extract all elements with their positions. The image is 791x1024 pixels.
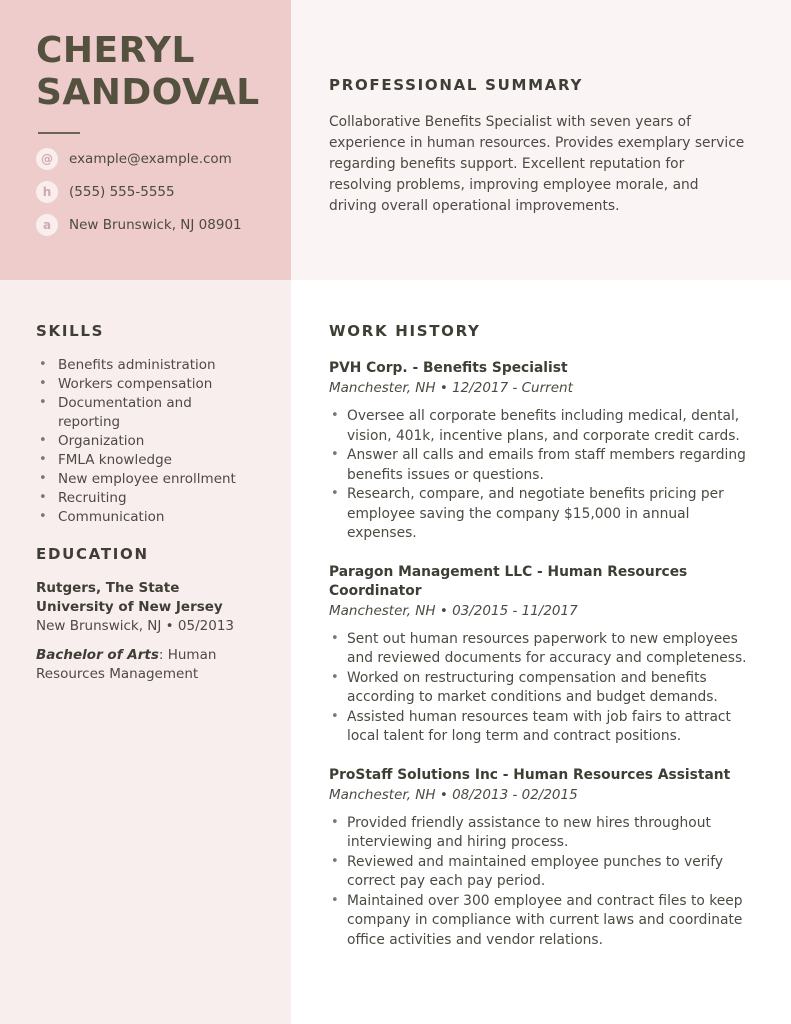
job-entry (329, 359, 754, 544)
job-entry (329, 766, 754, 951)
address-icon: a (36, 214, 58, 236)
job-meta: Manchester, NH • 12/2017 - Current (329, 380, 573, 396)
education-degree-name: Bachelor of Arts (36, 647, 159, 663)
job-title: PVH Corp. - Benefits Specialist (329, 360, 568, 376)
email-icon: @ (36, 148, 58, 170)
skill-item: • Organization (36, 432, 256, 451)
skill-item: • Workers compensation (36, 375, 256, 394)
skill-item: • Recruiting (36, 489, 256, 508)
job-bullet: • Provided friendly assistance to new hires throughout interviewing and hiring process. (329, 814, 754, 853)
education-heading: EDUCATION (36, 545, 149, 563)
job-meta: Manchester, NH • 03/2015 - 11/2017 (329, 602, 578, 619)
job-bullet: • Answer all calls and emails from staff members regarding benefits issues or questions. (329, 446, 754, 485)
first-name: CHERYL (36, 30, 195, 71)
job-bullet: • Assisted human resources team with job fairs to attract local talent for long term and contract positions. (329, 708, 754, 747)
job-title: Paragon Management LLC - Human Resources Coordinator (329, 563, 688, 599)
skills-list (36, 356, 256, 527)
job-entry (329, 563, 754, 747)
education-school: Rutgers, The State University of New Jersey (36, 580, 223, 615)
skill-item: • FMLA knowledge (36, 451, 256, 470)
skill-item: • Documentation and reporting (36, 394, 256, 432)
skills-section (36, 322, 256, 527)
contact-address-value: New Brunswick, NJ 08901 (69, 217, 242, 233)
job-bullet: • Worked on restructuring compensation and benefits according to market conditions and budget demands. (329, 669, 754, 708)
last-name: SANDOVAL (36, 72, 260, 113)
professional-summary-section (329, 76, 749, 217)
phone-icon: h (36, 181, 58, 203)
job-bullet-list (329, 814, 754, 951)
name-block (36, 0, 260, 134)
summary-text: Collaborative Benefits Specialist with seven years of experience in human resources. Provides exemplary service regarding benefits support. Excellent reputation for resolving problems, improving employee morale, and driving overall operational improvements. (329, 114, 745, 214)
work-history-section (329, 322, 754, 950)
name-divider (38, 132, 80, 134)
job-bullet: • Maintained over 300 employee and contract files to keep company in compliance with current laws and coordinate office activities and vendor relations. (329, 892, 754, 951)
education-degree (36, 646, 258, 684)
skill-item: • Communication (36, 508, 256, 527)
job-bullet: • Sent out human resources paperwork to new employees and reviewed documents for accuracy and completeness. (329, 630, 754, 669)
skill-item: • New employee enrollment (36, 470, 256, 489)
education-section (36, 545, 258, 684)
contact-phone-value: (555) 555-5555 (69, 184, 175, 200)
job-bullet: • Oversee all corporate benefits including medical, dental, vision, 401k, incentive plans, and corporate credit cards. (329, 407, 754, 446)
skills-heading: SKILLS (36, 322, 105, 340)
contact-item-phone[interactable] (36, 181, 255, 203)
job-meta: Manchester, NH • 08/2013 - 02/2015 (329, 786, 578, 803)
education-meta: New Brunswick, NJ • 05/2013 (36, 618, 235, 634)
job-bullet: • Research, compare, and negotiate benefits pricing per employee saving the company $15,000 in annual expenses. (329, 485, 754, 544)
contact-list (36, 148, 255, 236)
contact-item-email[interactable] (36, 148, 255, 170)
work-history-heading: WORK HISTORY (329, 322, 481, 340)
job-bullet: • Reviewed and maintained employee punches to verify correct pay each pay period. (329, 853, 754, 892)
job-bullet-list (329, 630, 754, 747)
job-title: ProStaff Solutions Inc - Human Resources Assistant (329, 766, 731, 783)
contact-email-value: example@example.com (69, 151, 232, 167)
education-entry (36, 579, 258, 684)
job-bullet-list (329, 407, 754, 544)
education-degree-field: : Human Resources Management (36, 647, 217, 682)
skill-item: • Benefits administration (36, 356, 256, 375)
summary-heading: PROFESSIONAL SUMMARY (329, 76, 584, 94)
contact-item-address[interactable] (36, 214, 255, 236)
